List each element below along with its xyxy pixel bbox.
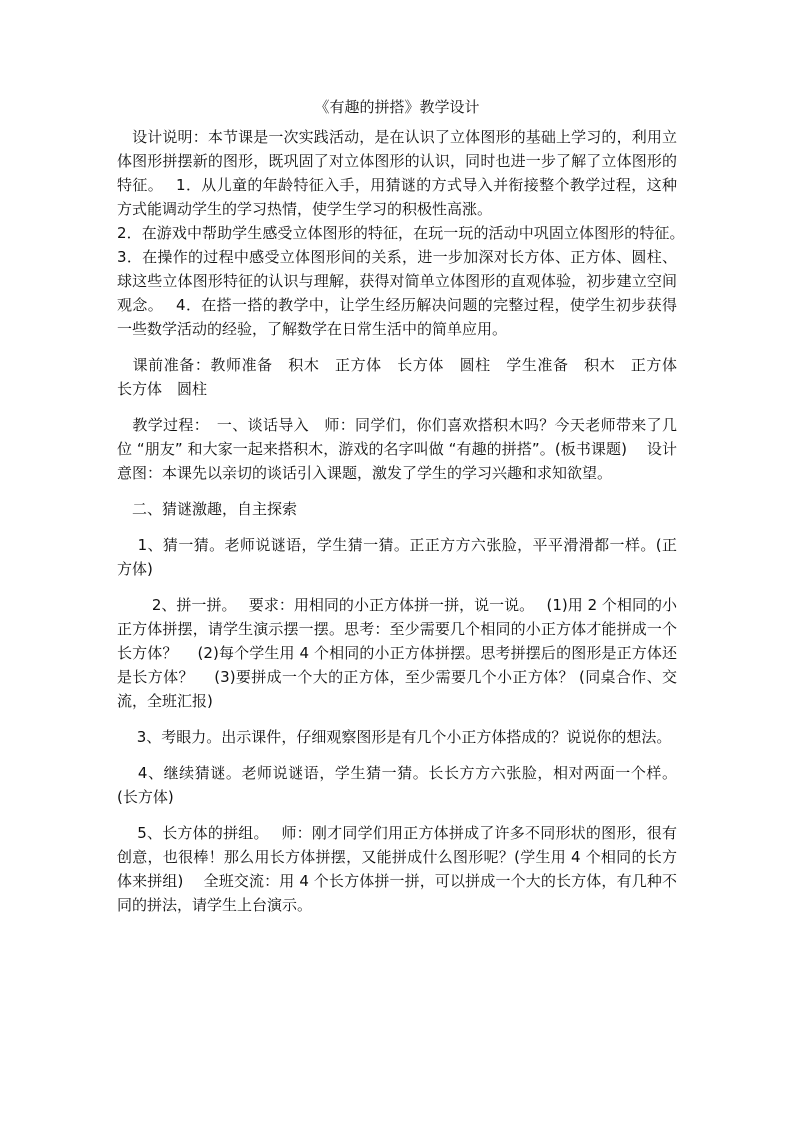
paragraph-teaching-process: 教学过程： 一、谈话导入 师：同学们，你们喜欢搭积木吗？今天老师带来了几位 “朋友” 和大家一起来搭积木，游戏的名字叫做 “有趣的拼搭”。(板书课题) 设计意图：本课先以亲切的谈话引入课题，激发了学生的学习兴趣和求知欲望。 bbox=[117, 416, 677, 482]
paragraph-step-continue-riddle: 4、继续猜谜。老师说谜语，学生猜一猜。长长方方六张脸，相对两面一个样。(长方体) bbox=[117, 764, 677, 806]
paragraph-preparation: 课前准备：教师准备 积木 正方体 长方体 圆柱 学生准备 积木 正方体 长方体 圆柱 bbox=[117, 356, 693, 398]
document-title: 《有趣的拼搭》教学设计 bbox=[314, 98, 480, 116]
section-heading-riddles: 二、猜谜激趣，自主探索 bbox=[117, 500, 298, 518]
paragraph-step-observe: 3、考眼力。出示课件，仔细观察图形是有几个小正方体搭成的？说说你的想法。 bbox=[117, 728, 672, 746]
paragraph-step-assemble: 2、拼一拼。 要求：用相同的小正方体拼一拼，说一说。 (1)用 2 个相同的小正方体拼摆，请学生演示摆一摆。思考：至少需要几个相同的小正方体才能拼成一个长方体？ (2)每个学生用 4 个相同的小正方体拼摆。思考拼摆后的图形是正方体还是长方体？ (3)要拼成一个大的正方体，至少需要几个小正方体？ (同桌合作、交流，全班汇报) bbox=[117, 596, 677, 710]
paragraph-design-points: 2．在游戏中帮助学生感受立体图形的特征，在玩一玩的活动中巩固立体图形的特征。 3．在操作的过程中感受立体图形间的关系，进一步加深对长方体、正方体、圆柱、球这些立体图形特征的认识与理解，获得对简单立体图形的直观体验，初步建立空间观念。 4．在搭一搭的教学中，让学生经历解决问题的完整过程，使学生初步获得一些数学活动的经验，了解数学在日常生活中的简单应用。 bbox=[117, 224, 697, 338]
paragraph-design-notes: 设计说明：本节课是一次实践活动，是在认识了立体图形的基础上学习的，利用立体图形拼摆新的图形，既巩固了对立体图形的认识，同时也进一步了解了立体图形的特征。 1．从儿童的年龄特征入手，用猜谜的方式导入并衔接整个教学过程，这种方式能调动学生的学习热情，使学生学习的积极性高涨。 bbox=[117, 128, 677, 218]
paragraph-step-guess: 1、猜一猜。老师说谜语，学生猜一猜。正正方方六张脸，平平滑滑都一样。(正方体) bbox=[117, 536, 677, 578]
paragraph-step-cuboid-assembly: 5、长方体的拼组。 师：刚才同学们用正方体拼成了许多不同形状的图形，很有创意，也很棒！那么用长方体拼摆，又能拼成什么图形呢？(学生用 4 个相同的长方体来拼组) 全班交流：用 4 个长方体拼一拼，可以拼成一个大的长方体，有几种不同的拼法，请学生上台演示。 bbox=[117, 824, 677, 914]
document-page bbox=[117, 95, 697, 929]
